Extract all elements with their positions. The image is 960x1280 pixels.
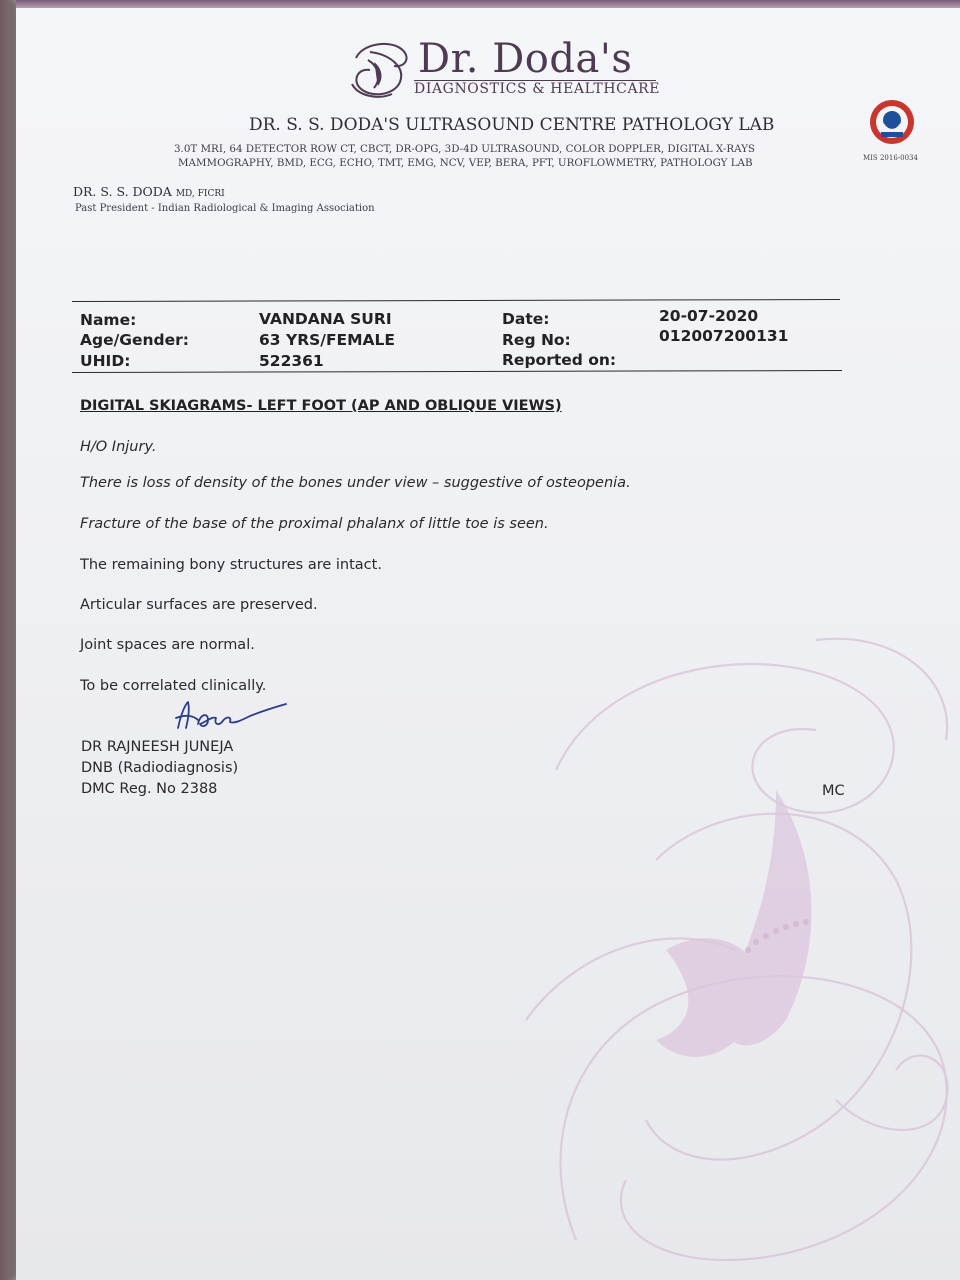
services-line-2: MAMMOGRAPHY, BMD, ECG, ECHO, TMT, EMG, NCV, VEP, BERA, PFT, UROFLOWMETRY, PATHOLOGY LAB <box>178 157 753 169</box>
report-paper <box>16 0 960 1280</box>
handwritten-signature <box>168 698 292 734</box>
services-line-1: 3.0T MRI, 64 DETECTOR ROW CT, CBCT, DR-OPG, 3D-4D ULTRASOUND, COLOR DOPPLER, DIGITAL X-RAYS <box>174 143 755 155</box>
top-strip <box>16 0 960 8</box>
finding-bony-structures: The remaining bony structures are intact. <box>80 557 382 573</box>
finding-correlation: To be correlated clinically. <box>80 678 267 694</box>
centre-title: DR. S. S. DODA'S ULTRASOUND CENTRE PATHOLOGY LAB <box>249 115 775 135</box>
doctor-degrees: MD, FICRI <box>175 189 225 199</box>
brand-subtitle: DIAGNOSTICS & HEALTHCARE <box>414 81 661 97</box>
finding-osteopenia: There is loss of density of the bones under view – suggestive of osteopenia. <box>80 475 631 491</box>
uhid-label: UHID: <box>80 352 131 370</box>
report-heading: DIGITAL SKIAGRAMS- LEFT FOOT (AP AND OBLIQUE VIEWS) <box>80 398 562 414</box>
dd-watermark-icon <box>516 620 956 1280</box>
signatory-qualification: DNB (Radiodiagnosis) <box>81 760 239 776</box>
reported-label: Reported on: <box>502 351 617 369</box>
nabl-seal-icon <box>868 98 916 146</box>
reg-label: Reg No: <box>502 331 571 349</box>
age-value: 63 YRS/FEMALE <box>259 331 396 349</box>
date-label: Date: <box>502 310 550 328</box>
typist-initials: MC <box>822 783 845 799</box>
signatory-block <box>81 737 238 800</box>
finding-history: H/O Injury. <box>80 439 157 455</box>
finding-articular: Articular surfaces are preserved. <box>80 597 318 613</box>
accreditation-code: MIS 2016-0034 <box>863 154 918 162</box>
doctor-header <box>73 184 225 199</box>
brand-name: Dr. Doda's <box>418 36 633 82</box>
signatory-name: DR RAJNEESH JUNEJA <box>81 739 234 755</box>
patient-top-rule <box>72 299 840 302</box>
doctor-name: DR. S. S. DODA <box>73 184 172 199</box>
signatory-registration: DMC Reg. No 2388 <box>81 781 218 797</box>
date-value: 20-07-2020 <box>659 307 759 325</box>
finding-fracture: Fracture of the base of the proximal phalanx of little toe is seen. <box>80 516 549 532</box>
doctor-role: Past President - Indian Radiological & Imaging Association <box>75 203 375 214</box>
reg-value: 012007200131 <box>659 327 789 345</box>
name-value: VANDANA SURI <box>259 310 392 328</box>
patient-bottom-rule <box>72 370 842 373</box>
uhid-value: 522361 <box>259 352 324 370</box>
age-label: Age/Gender: <box>80 331 189 349</box>
finding-joint-spaces: Joint spaces are normal. <box>80 637 255 653</box>
name-label: Name: <box>80 311 137 329</box>
dd-monogram-icon <box>348 38 418 102</box>
